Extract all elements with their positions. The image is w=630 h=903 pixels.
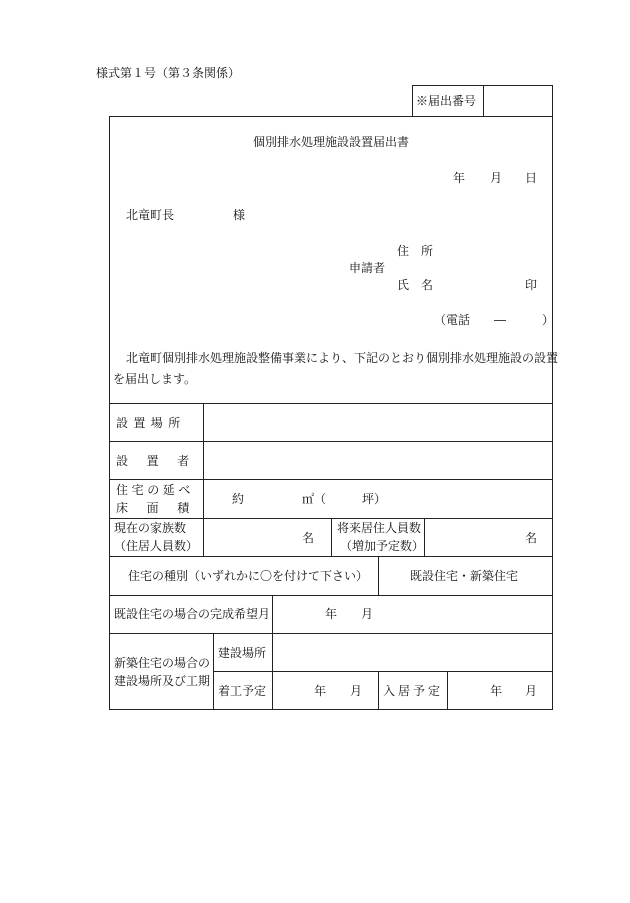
table-line-8 bbox=[213, 671, 553, 672]
new-house-label-2: 建設場所及び工期 bbox=[114, 674, 211, 688]
persons-unit-2: 名 bbox=[525, 531, 538, 545]
floor-area-label-2: 床面積 bbox=[116, 501, 208, 515]
completion-month: 月 bbox=[361, 607, 374, 621]
installer-field[interactable] bbox=[204, 442, 552, 479]
phone-line: （電話 ― ） bbox=[434, 313, 555, 327]
floor-area-unit: ㎡（ bbox=[302, 492, 327, 506]
honorific: 様 bbox=[233, 208, 246, 222]
address-label: 住 所 bbox=[397, 244, 434, 258]
floor-area-tsubo: 坪） bbox=[362, 492, 387, 506]
floor-area-approx: 約 bbox=[232, 492, 245, 506]
date-day: 日 bbox=[525, 171, 538, 185]
frame-left bbox=[109, 116, 110, 710]
notification-number-field[interactable] bbox=[484, 86, 552, 115]
date-month: 月 bbox=[490, 171, 503, 185]
start-divider bbox=[378, 671, 379, 710]
table-line-6 bbox=[109, 595, 553, 596]
new-house-divider bbox=[213, 633, 214, 710]
floor-area-label-1: 住宅の延べ bbox=[116, 483, 195, 497]
future-residents-sub: （増加予定数） bbox=[340, 539, 425, 553]
persons-unit: 名 bbox=[302, 531, 315, 545]
completion-label: 既設住宅の場合の完成希望月 bbox=[114, 607, 271, 621]
construction-site-field[interactable] bbox=[273, 634, 552, 671]
completion-year: 年 bbox=[325, 607, 338, 621]
current-family-label: 現在の家族数 bbox=[114, 521, 187, 535]
box-left-line bbox=[412, 85, 413, 116]
notification-number-label: ※届出番号 bbox=[416, 94, 477, 108]
family-divider-2 bbox=[424, 518, 425, 556]
type-divider bbox=[378, 556, 379, 595]
table-line-5 bbox=[109, 556, 553, 557]
construction-start-label: 着工予定 bbox=[218, 684, 267, 698]
install-location-field[interactable] bbox=[204, 404, 552, 441]
body-text-line1: 北竜町個別排水処理施設整備事業により、下記のとおり個別排水処理施設の設置 bbox=[126, 351, 559, 365]
start-year: 年 bbox=[314, 684, 327, 698]
name-label: 氏 名 bbox=[397, 278, 434, 292]
house-type-options[interactable]: 既設住宅・新築住宅 bbox=[410, 569, 519, 583]
move-in-label: 入居予定 bbox=[383, 684, 444, 698]
table-line-3 bbox=[109, 479, 553, 480]
applicant-label: 申請者 bbox=[349, 261, 386, 275]
move-in-year: 年 bbox=[490, 684, 503, 698]
current-family-sub: （住居人員数） bbox=[114, 539, 199, 553]
seal-mark: 印 bbox=[525, 278, 538, 292]
completion-divider bbox=[272, 595, 273, 633]
movein-divider bbox=[447, 671, 448, 710]
house-type-label: 住宅の種別（いずれかに〇を付けて下さい） bbox=[128, 569, 369, 583]
form-label: 様式第１号（第３条関係） bbox=[96, 66, 241, 80]
frame-bottom bbox=[109, 709, 553, 710]
start-month: 月 bbox=[350, 684, 363, 698]
addressee: 北竜町長 bbox=[126, 208, 175, 222]
frame-right bbox=[552, 85, 553, 710]
family-divider-1 bbox=[331, 518, 332, 556]
installer-label: 設置者 bbox=[116, 454, 208, 468]
install-location-label: 設置場所 bbox=[116, 416, 186, 430]
date-year: 年 bbox=[453, 171, 466, 185]
frame-top bbox=[109, 116, 553, 117]
move-in-month: 月 bbox=[525, 684, 538, 698]
document-title: 個別排水処理施設設置届出書 bbox=[252, 135, 409, 149]
construction-site-label: 建設場所 bbox=[218, 646, 267, 660]
new-house-label-1: 新築住宅の場合の bbox=[114, 656, 211, 670]
body-text-line2: を届出します。 bbox=[113, 372, 197, 386]
future-residents-label: 将来居住人員数 bbox=[337, 521, 422, 535]
